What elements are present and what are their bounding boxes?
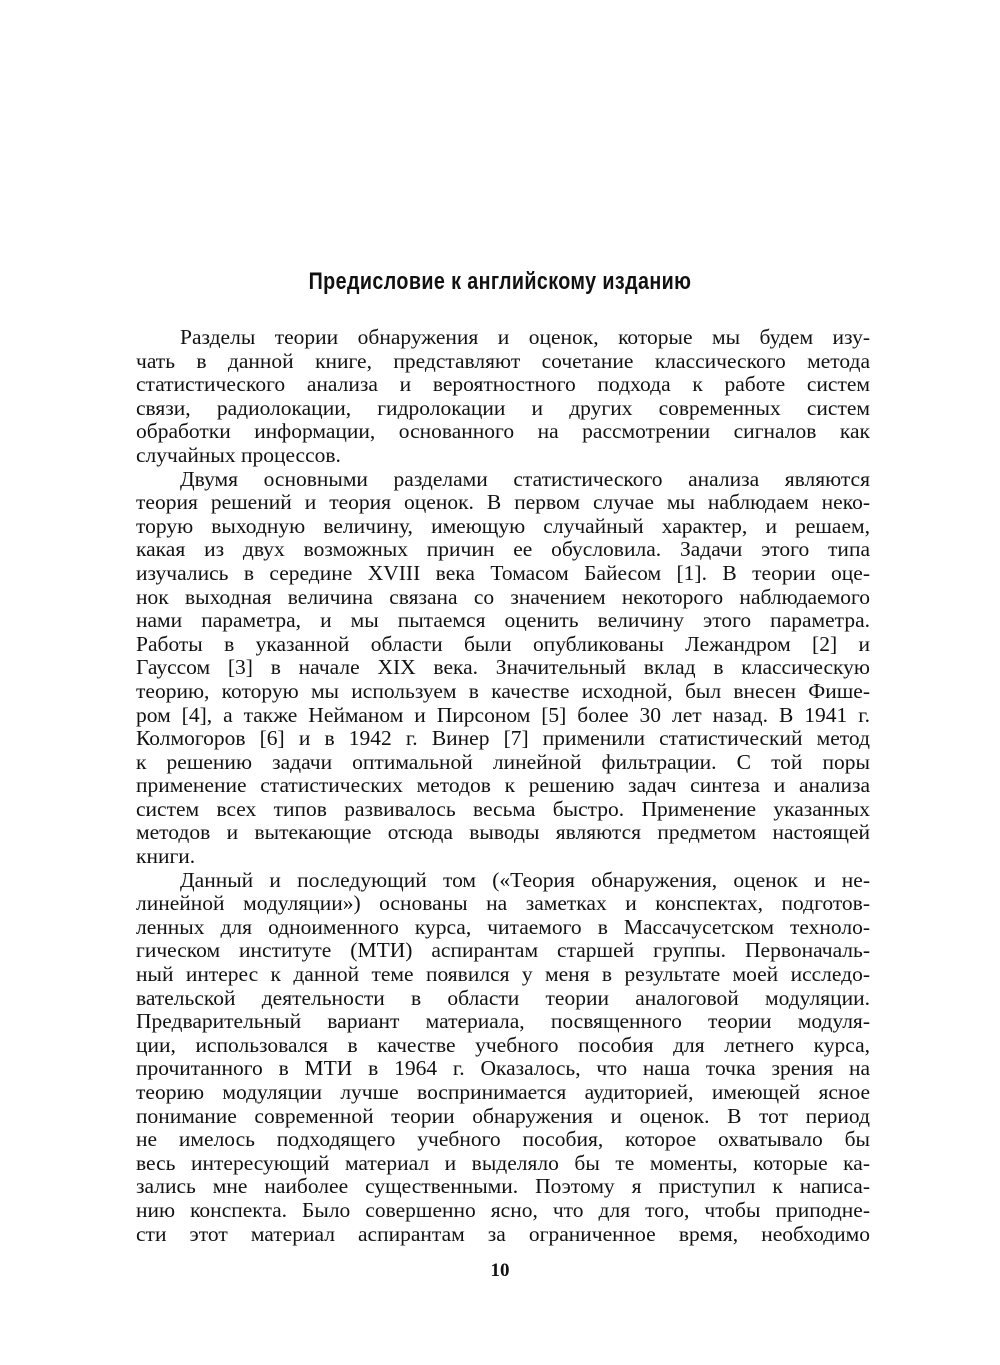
text-line-content: линейной модуляции») основаны на заметках и конспектах, подготов- [136, 891, 870, 916]
text-line-content: Двумя основными разделами статистического анализа являются [180, 466, 870, 491]
text-line-content: ром [4], а также Нейманом и Пирсоном [5] более 30 лет назад. В 1941 г. [136, 702, 870, 727]
text-line-content: Данный и последующий том («Теория обнаружения, оценок и не- [180, 867, 870, 892]
text-line [136, 727, 870, 751]
text-line [136, 397, 870, 421]
text-line [136, 1081, 870, 1105]
text-line-content: понимание современной теории обнаружения и оценок. В тот период [136, 1103, 870, 1128]
text-line-content: теорию модуляции лучше воспринимается аудиторией, имеющей ясное [136, 1080, 870, 1104]
text-line [136, 916, 870, 940]
text-line-content: ленных для одноименного курса, читаемого в Массачусетском техноло- [136, 914, 870, 939]
text-line-content: изучались в середине XVIII века Томасом Байесом [1]. В теории оце- [136, 560, 870, 585]
text-line [136, 704, 870, 728]
text-line-content: методов и вытекающие отсюда выводы являются предметом настоящей [136, 820, 870, 845]
text-line-content: не имелось подходящего учебного пособия, которое охватывало бы [136, 1127, 870, 1152]
text-line-content: систем всех типов развивалось весьма быстро. Применение указанных [136, 796, 870, 821]
text-line [136, 1034, 870, 1058]
text-line-content: книги. [136, 844, 196, 869]
paragraph [136, 869, 870, 1247]
text-line-content: какая из двух возможных причин ее обусловила. Задачи этого типа [136, 537, 870, 562]
text-line-content: Работы в указанной области были опубликованы Лежандром [2] и [136, 631, 870, 656]
text-line [136, 1057, 870, 1081]
text-line-content: сти этот материал аспирантам за ограниченное время, необходимо [136, 1221, 870, 1246]
text-line [136, 538, 870, 562]
text-line-content: весь интересующий материал и выделяло бы те моменты, которые ка- [136, 1150, 870, 1175]
page-number: 10 [490, 1260, 510, 1281]
text-line [136, 1105, 870, 1129]
text-line-content: нок выходная величина связана со значением некоторого наблюдаемого [136, 584, 870, 609]
text-line [136, 326, 870, 350]
text-line [136, 609, 870, 633]
text-line [136, 751, 870, 775]
text-line-content: гическом институте (МТИ) аспирантам старшей группы. Первоначаль- [136, 938, 870, 963]
text-line-content: Предварительный вариант материала, посвященного теории модуля- [136, 1009, 870, 1034]
section-heading: Предисловие к английскому изданию [308, 268, 692, 295]
text-line-content: торую выходную величину, имеющую случайный характер, и решаем, [136, 513, 870, 538]
text-line-content: ный интерес к данной теме появился у меня в результате моей исследо- [136, 962, 870, 987]
text-line-content: Разделы теории обнаружения и оценок, которые мы будем изу- [180, 325, 870, 349]
text-line [136, 373, 870, 397]
text-line [136, 1223, 870, 1247]
text-line-content: теорию, которую мы используем в качестве исходной, был внесен Фише- [136, 678, 870, 703]
text-line [136, 892, 870, 916]
text-line [136, 939, 870, 963]
text-line [136, 821, 870, 845]
text-line-content: статистического анализа и вероятностного подхода к работе систем [136, 372, 870, 397]
text-line [136, 350, 870, 374]
text-line-content: случайных процессов. [136, 442, 341, 467]
text-line [136, 586, 870, 610]
text-line [136, 845, 870, 869]
text-line [136, 963, 870, 987]
text-line [136, 468, 870, 492]
text-line [136, 774, 870, 798]
text-line [136, 1152, 870, 1176]
text-line-content: теория решений и теория оценок. В первом случае мы наблюдаем неко- [136, 490, 870, 515]
text-line [136, 491, 870, 515]
text-line-content: нами параметра, и мы пытаемся оценить величину этого параметра. [136, 608, 870, 633]
text-line [136, 798, 870, 822]
text-line-content: нию конспекта. Было совершенно ясно, что для того, чтобы приподне- [136, 1197, 870, 1222]
text-line-content: прочитанного в МТИ в 1964 г. Оказалось, что наша точка зрения на [136, 1056, 870, 1081]
paragraph [136, 326, 870, 468]
text-line-content: к решению задачи оптимальной линейной фильтрации. С той поры [136, 749, 870, 774]
text-line-content: связи, радиолокации, гидролокации и других современных систем [136, 395, 870, 420]
text-line [136, 562, 870, 586]
text-line [136, 1199, 870, 1223]
text-line [136, 656, 870, 680]
text-line [136, 1010, 870, 1034]
text-line [136, 869, 870, 893]
text-line-content: Колмогоров [6] и в 1942 г. Винер [7] применили статистический метод [136, 726, 870, 751]
body-text [136, 326, 870, 1246]
text-line-content: зались мне наиболее существенными. Поэтому я приступил к написа- [136, 1174, 870, 1199]
text-line-content: ции, использовался в качестве учебного пособия для летнего курса, [136, 1032, 870, 1057]
text-line [136, 633, 870, 657]
text-line [136, 420, 870, 444]
text-line-content: вательской деятельности в области теории аналоговой модуляции. [136, 985, 870, 1010]
text-line-content: чать в данной книге, представляют сочетание классического метода [136, 348, 870, 373]
text-line [136, 515, 870, 539]
text-line [136, 444, 870, 468]
text-line-content: Гауссом [3] в начале XIX века. Значительный вклад в классическую [136, 655, 870, 680]
text-line [136, 680, 870, 704]
text-line-content: обработки информации, основанного на рассмотрении сигналов как [136, 419, 870, 444]
text-line [136, 1128, 870, 1152]
text-line [136, 1175, 870, 1199]
text-line [136, 987, 870, 1011]
paragraph [136, 468, 870, 869]
text-line-content: применение статистических методов к решению задач синтеза и анализа [136, 773, 870, 798]
